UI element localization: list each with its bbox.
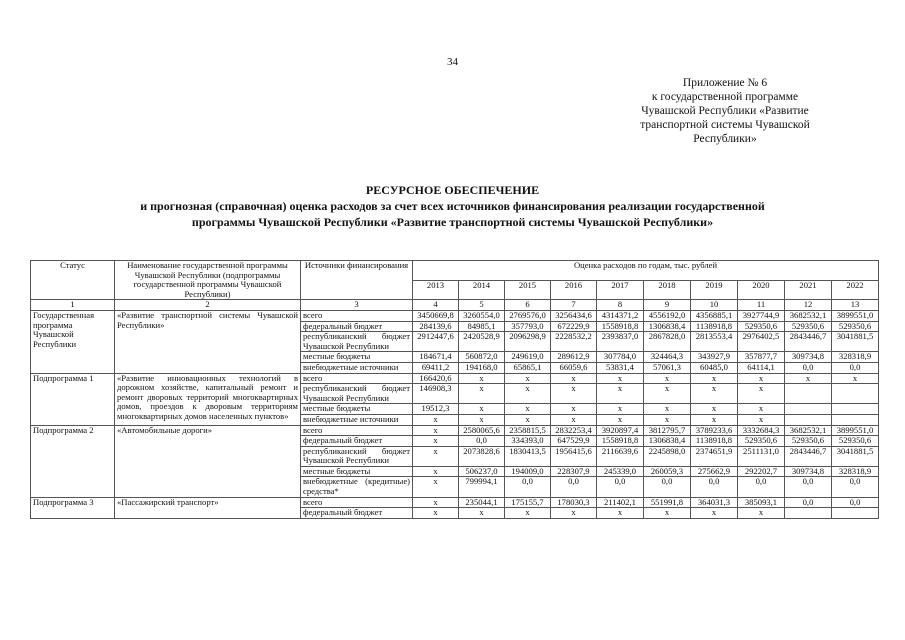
value-cell: 1956415,6: [551, 446, 597, 466]
table-row: [31, 310, 879, 321]
value-cell: 307784,0: [597, 352, 644, 363]
value-cell: 309734,8: [785, 352, 832, 363]
value-cell: x: [413, 477, 459, 497]
value-cell: 1306838,4: [644, 321, 691, 332]
value-cell: [785, 414, 832, 425]
value-cell: 57061,3: [644, 362, 691, 373]
value-cell: 0,0: [551, 477, 597, 497]
document-title: [40, 182, 865, 230]
value-cell: 1558918,8: [597, 436, 644, 447]
value-cell: 0,0: [691, 477, 738, 497]
source-cell: местные бюджеты: [301, 352, 413, 363]
value-cell: 0,0: [832, 362, 879, 373]
value-cell: 529350,6: [785, 321, 832, 332]
value-cell: x: [459, 508, 505, 519]
value-cell: 3256434,6: [551, 310, 597, 321]
value-cell: x: [413, 436, 459, 447]
value-cell: x: [551, 373, 597, 384]
value-cell: 60485,0: [691, 362, 738, 373]
value-cell: 0,0: [785, 497, 832, 508]
value-cell: x: [413, 466, 459, 477]
source-cell: республиканский бюджет Чувашской Республики: [301, 332, 413, 352]
value-cell: 672229,9: [551, 321, 597, 332]
value-cell: [785, 508, 832, 519]
column-index-row: [31, 300, 879, 311]
value-cell: 647529,9: [551, 436, 597, 447]
value-cell: [832, 508, 879, 519]
value-cell: 334393,0: [505, 436, 551, 447]
value-cell: 2843446,7: [785, 332, 832, 352]
source-cell: внебюджетные (кредитные) средства*: [301, 477, 413, 497]
header-year: 2018: [644, 280, 691, 300]
value-cell: 175155,7: [505, 497, 551, 508]
value-cell: 3260554,0: [459, 310, 505, 321]
value-cell: 2867828,0: [644, 332, 691, 352]
value-cell: 357793,0: [505, 321, 551, 332]
value-cell: 1558918,8: [597, 321, 644, 332]
value-cell: x: [738, 384, 785, 404]
value-cell: 1138918,8: [691, 436, 738, 447]
value-cell: 0,0: [832, 477, 879, 497]
value-cell: x: [832, 373, 879, 384]
status-cell: Подпрограмма 2: [31, 425, 115, 497]
title-line: и прогнозная (справочная) оценка расходов за счет всех источников финансирования реализации государственной: [140, 199, 765, 213]
value-cell: x: [597, 508, 644, 519]
column-index-cell: 1: [31, 300, 115, 311]
value-cell: 1306838,4: [644, 436, 691, 447]
header-name: Наименование государственной программы Чувашской Республики (подпрограммы государственной программы Чувашской Республики): [115, 261, 301, 300]
value-cell: 3682532,1: [785, 425, 832, 436]
value-cell: 0,0: [505, 477, 551, 497]
header-year: 2016: [551, 280, 597, 300]
value-cell: 2511131,0: [738, 446, 785, 466]
value-cell: 245339,0: [597, 466, 644, 477]
value-cell: 0,0: [459, 436, 505, 447]
value-cell: 275662,9: [691, 466, 738, 477]
value-cell: 1138918,8: [691, 321, 738, 332]
source-cell: всего: [301, 373, 413, 384]
value-cell: 69411,2: [413, 362, 459, 373]
header-year: 2013: [413, 280, 459, 300]
source-cell: местные бюджеты: [301, 466, 413, 477]
value-cell: 0,0: [785, 477, 832, 497]
value-cell: x: [691, 404, 738, 415]
value-cell: x: [691, 508, 738, 519]
value-cell: x: [597, 414, 644, 425]
header-year: 2015: [505, 280, 551, 300]
appendix-note: [600, 76, 850, 146]
column-index-cell: 10: [691, 300, 738, 311]
value-cell: 184671,4: [413, 352, 459, 363]
header-sources: Источники финансирования: [301, 261, 413, 300]
source-cell: всего: [301, 497, 413, 508]
value-cell: x: [551, 384, 597, 404]
value-cell: x: [459, 414, 505, 425]
value-cell: 64114,1: [738, 362, 785, 373]
value-cell: 385093,1: [738, 497, 785, 508]
column-index-cell: 13: [832, 300, 879, 311]
value-cell: 324464,3: [644, 352, 691, 363]
value-cell: 2116639,6: [597, 446, 644, 466]
program-name-cell: «Развитие инновационных технологий в дорожном хозяйстве, капитальный ремонт и ремонт дворовых территорий многоквартирных домов, проездов к дворовым территориям многоквартирных домов населенных пунктов»: [115, 373, 301, 425]
value-cell: x: [738, 508, 785, 519]
value-cell: 0,0: [785, 362, 832, 373]
header-year: 2020: [738, 280, 785, 300]
value-cell: 0,0: [644, 477, 691, 497]
title-line: РЕСУРСНОЕ ОБЕСПЕЧЕНИЕ: [365, 183, 540, 197]
value-cell: 2976402,5: [738, 332, 785, 352]
value-cell: 166420,6: [413, 373, 459, 384]
value-cell: x: [413, 425, 459, 436]
appendix-line: Чувашской Республики «Развитие: [641, 105, 809, 117]
appendix-line: Приложение № 6: [682, 77, 768, 89]
table-head: [31, 261, 879, 300]
value-cell: 0,0: [597, 477, 644, 497]
value-cell: x: [597, 384, 644, 404]
value-cell: x: [644, 414, 691, 425]
value-cell: 3927744,9: [738, 310, 785, 321]
value-cell: 529350,6: [738, 321, 785, 332]
value-cell: 2843446,7: [785, 446, 832, 466]
value-cell: 2912447,6: [413, 332, 459, 352]
value-cell: 2769576,0: [505, 310, 551, 321]
value-cell: x: [505, 373, 551, 384]
value-cell: 0,0: [738, 477, 785, 497]
value-cell: x: [459, 373, 505, 384]
value-cell: x: [505, 508, 551, 519]
value-cell: x: [505, 404, 551, 415]
value-cell: 2358815,5: [505, 425, 551, 436]
header-year: 2021: [785, 280, 832, 300]
value-cell: 343927,9: [691, 352, 738, 363]
value-cell: 235044,1: [459, 497, 505, 508]
source-cell: федеральный бюджет: [301, 321, 413, 332]
value-cell: 1830413,5: [505, 446, 551, 466]
value-cell: 65865,1: [505, 362, 551, 373]
value-cell: 3332684,3: [738, 425, 785, 436]
table-body: [31, 300, 879, 518]
value-cell: 228307,9: [551, 466, 597, 477]
status-cell: Подпрограмма 3: [31, 497, 115, 518]
source-cell: федеральный бюджет: [301, 436, 413, 447]
value-cell: 194168,0: [459, 362, 505, 373]
program-name-cell: «Автомобильные дороги»: [115, 425, 301, 497]
value-cell: 19512,3: [413, 404, 459, 415]
value-cell: 4556192,0: [644, 310, 691, 321]
program-name-cell: «Развитие транспортной системы Чувашской Республики»: [115, 310, 301, 373]
value-cell: x: [551, 404, 597, 415]
source-cell: федеральный бюджет: [301, 508, 413, 519]
value-cell: 3789233,6: [691, 425, 738, 436]
column-index-cell: 2: [115, 300, 301, 311]
value-cell: 289612,9: [551, 352, 597, 363]
value-cell: 364031,3: [691, 497, 738, 508]
value-cell: 357877,7: [738, 352, 785, 363]
value-cell: 551991,8: [644, 497, 691, 508]
value-cell: x: [738, 404, 785, 415]
source-cell: внебюджетные источники: [301, 362, 413, 373]
column-index-cell: 3: [301, 300, 413, 311]
value-cell: 328318,9: [832, 352, 879, 363]
appendix-line: транспортной системы Чувашской: [640, 119, 810, 131]
column-index-cell: 7: [551, 300, 597, 311]
column-index-cell: 8: [597, 300, 644, 311]
value-cell: [832, 414, 879, 425]
value-cell: 529350,6: [785, 436, 832, 447]
value-cell: 66059,6: [551, 362, 597, 373]
value-cell: 146908,3: [413, 384, 459, 404]
value-cell: 2580065,6: [459, 425, 505, 436]
value-cell: 194009,0: [505, 466, 551, 477]
value-cell: 3812795,7: [644, 425, 691, 436]
value-cell: 292202,7: [738, 466, 785, 477]
value-cell: x: [644, 508, 691, 519]
value-cell: x: [505, 384, 551, 404]
value-cell: 3041881,5: [832, 446, 879, 466]
header-year: 2014: [459, 280, 505, 300]
value-cell: 2228532,2: [551, 332, 597, 352]
value-cell: 0,0: [832, 497, 879, 508]
value-cell: 560872,0: [459, 352, 505, 363]
appendix-line: к государственной программе: [651, 91, 799, 103]
value-cell: x: [551, 508, 597, 519]
value-cell: 284139,6: [413, 321, 459, 332]
value-cell: 53831,4: [597, 362, 644, 373]
header-year: 2022: [832, 280, 879, 300]
source-cell: республиканский бюджет Чувашской Республики: [301, 446, 413, 466]
value-cell: x: [691, 384, 738, 404]
value-cell: x: [413, 446, 459, 466]
value-cell: x: [644, 404, 691, 415]
source-cell: всего: [301, 310, 413, 321]
value-cell: 2813553,4: [691, 332, 738, 352]
value-cell: x: [597, 373, 644, 384]
value-cell: 3041881,5: [832, 332, 879, 352]
value-cell: x: [459, 384, 505, 404]
value-cell: [785, 404, 832, 415]
header-year: 2017: [597, 280, 644, 300]
value-cell: 3682532,1: [785, 310, 832, 321]
value-cell: 529350,6: [738, 436, 785, 447]
value-cell: 211402,1: [597, 497, 644, 508]
value-cell: 799994,1: [459, 477, 505, 497]
column-index-cell: 11: [738, 300, 785, 311]
value-cell: 84985,1: [459, 321, 505, 332]
value-cell: 309734,8: [785, 466, 832, 477]
value-cell: 249619,0: [505, 352, 551, 363]
value-cell: x: [459, 404, 505, 415]
value-cell: 2393837,0: [597, 332, 644, 352]
header-estimate: Оценка расходов по годам, тыс. рублей: [413, 261, 879, 281]
value-cell: 2420528,9: [459, 332, 505, 352]
status-cell: Государственная программа Чувашской Республики: [31, 310, 115, 373]
value-cell: x: [505, 414, 551, 425]
value-cell: x: [644, 373, 691, 384]
value-cell: x: [413, 414, 459, 425]
source-cell: внебюджетные источники: [301, 414, 413, 425]
program-name-cell: «Пассажирский транспорт»: [115, 497, 301, 518]
value-cell: 3450669,8: [413, 310, 459, 321]
value-cell: [832, 384, 879, 404]
value-cell: 2096298,9: [505, 332, 551, 352]
value-cell: [785, 384, 832, 404]
table-row: [31, 373, 879, 384]
value-cell: x: [785, 373, 832, 384]
page-number: 34: [447, 56, 458, 68]
value-cell: x: [413, 497, 459, 508]
source-cell: всего: [301, 425, 413, 436]
value-cell: [832, 404, 879, 415]
column-index-cell: 5: [459, 300, 505, 311]
value-cell: 260059,3: [644, 466, 691, 477]
value-cell: 4314371,2: [597, 310, 644, 321]
column-index-cell: 6: [505, 300, 551, 311]
title-line: программы Чувашской Республики «Развитие транспортной системы Чувашской Республики»: [191, 215, 714, 229]
value-cell: x: [738, 373, 785, 384]
value-cell: 2374651,9: [691, 446, 738, 466]
status-cell: Подпрограмма 1: [31, 373, 115, 425]
value-cell: 2832253,4: [551, 425, 597, 436]
table-row: [31, 425, 879, 436]
resource-table: [30, 260, 879, 519]
appendix-line: Республики»: [693, 133, 757, 145]
value-cell: 4356885,1: [691, 310, 738, 321]
source-cell: местные бюджеты: [301, 404, 413, 415]
column-index-cell: 9: [644, 300, 691, 311]
value-cell: 3899551,0: [832, 425, 879, 436]
table-row: [31, 497, 879, 508]
value-cell: x: [551, 414, 597, 425]
column-index-cell: 12: [785, 300, 832, 311]
value-cell: 529350,6: [832, 321, 879, 332]
value-cell: 2245898,0: [644, 446, 691, 466]
value-cell: x: [691, 414, 738, 425]
source-cell: республиканский бюджет Чувашской Республики: [301, 384, 413, 404]
value-cell: 178030,3: [551, 497, 597, 508]
value-cell: 3920897,4: [597, 425, 644, 436]
column-index-cell: 4: [413, 300, 459, 311]
value-cell: 506237,0: [459, 466, 505, 477]
header-status: Статус: [31, 261, 115, 300]
value-cell: 2073828,6: [459, 446, 505, 466]
value-cell: x: [413, 508, 459, 519]
value-cell: x: [597, 404, 644, 415]
value-cell: 328318,9: [832, 466, 879, 477]
value-cell: x: [738, 414, 785, 425]
value-cell: x: [691, 373, 738, 384]
value-cell: x: [644, 384, 691, 404]
value-cell: 3899551,0: [832, 310, 879, 321]
value-cell: 529350,6: [832, 436, 879, 447]
header-year: 2019: [691, 280, 738, 300]
